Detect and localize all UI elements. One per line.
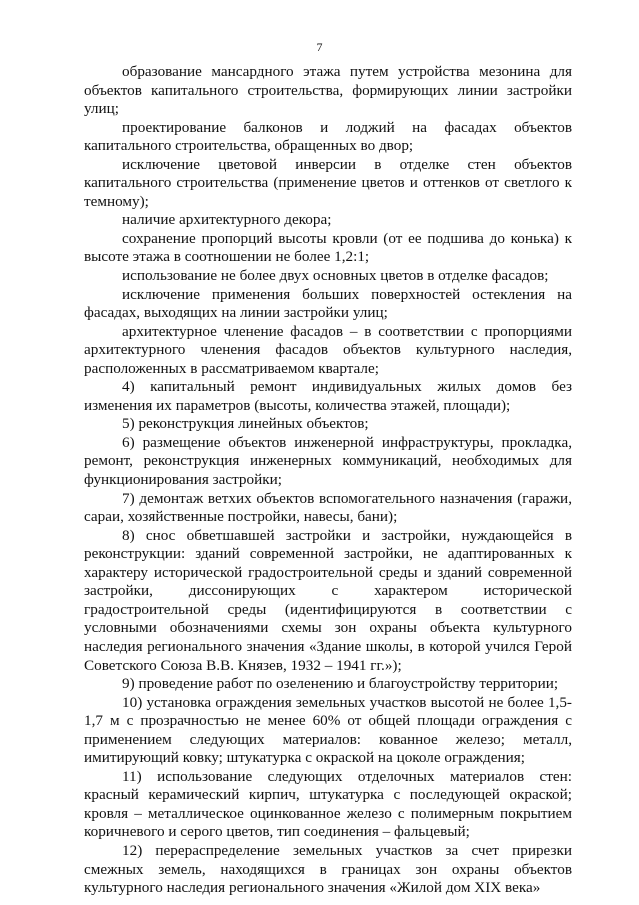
paragraph-item-9: 9) проведение работ по озеленению и благоустройству территории; [122, 675, 559, 693]
paragraph-facade-colors: использование не более двух основных цветов в отделке фасадов; [122, 267, 549, 285]
paragraph-glazing: исключение применения больших поверхностей остекления на фасадах, выходящих на линии застройки улиц; [84, 285, 572, 322]
paragraph-item-6: 6) размещение объектов инженерной инфраструктуры, прокладка, ремонт, реконструкция инженерных коммуникаций, необходимых для функционирования застройки; [84, 433, 572, 489]
paragraph-item-7: 7) демонтаж ветхих объектов вспомогательного назначения (гаражи, сараи, хозяйственные постройки, навесы, бани); [84, 489, 572, 526]
paragraph-color-inversion: исключение цветовой инверсии в отделке стен объектов капитального строительства (применение цветов и оттенков от светлого к темному); [84, 155, 572, 210]
paragraph-item-4: 4) капитальный ремонт индивидуальных жилых домов без изменения их параметров (высоты, количества этажей, площади); [84, 378, 572, 414]
paragraph-item-12: 12) перераспределение земельных участков за счет прирезки смежных земель, находящихся в границах зон охраны объектов культурного наследия регионального значения «Жилой дом XIX века» [84, 841, 572, 897]
paragraph-facade-articulation: архитектурное членение фасадов – в соответствии с пропорциями архитектурного членения фасадов объектов культурного наследия, расположенных в рассматриваемом квартале; [84, 322, 572, 377]
paragraph-item-8: 8) снос обветшавшей застройки и застройки, нуждающейся в реконструкции: зданий современной застройки, не адаптированных к характеру исторической градостроительной среды и зданий современной застройки, диссонирующих с характером исторической градостроительной среды (идентифицируются в соответствии с условными обозначениями схемы зон охраны объекта культурного наследия регионального значения «Здание школы, в которой учился Герой Советского Союза В.В. Князев, 1932 – 1941 гг.»); [84, 526, 572, 674]
page-number: 7 [316, 40, 323, 54]
paragraph-item-5: 5) реконструкция линейных объектов; [122, 415, 369, 433]
paragraph-mansard-floor: образование мансардного этажа путем устройства мезонина для объектов капитального строительства, формирующих линии застройки улиц; [84, 63, 572, 118]
paragraph-balconies: проектирование балконов и лоджий на фасадах объектов капитального строительства, обращенных во двор; [84, 118, 572, 155]
paragraph-architectural-decor: наличие архитектурного декора; [122, 211, 332, 229]
paragraph-item-10: 10) установка ограждения земельных участков высотой не более 1,5-1,7 м с прозрачностью не менее 60% от общей площади ограждения с применением следующих материалов: кованное железо; металл, имитирующий ковку; штукатурка с окраской на цоколе ограждения; [84, 693, 572, 767]
paragraph-item-11: 11) использование следующих отделочных материалов стен: красный керамический кирпич, штукатурка с последующей окраской; кровля – металлическое оцинкованное железо с полимерным покрытием коричневого и серого цветов, тип соединения – фальцевый; [84, 767, 572, 841]
paragraph-roof-proportions: сохранение пропорций высоты кровли (от ее подшива до конька) к высоте этажа в соотношении не более 1,2:1; [84, 229, 572, 266]
page-body-text [84, 63, 572, 898]
